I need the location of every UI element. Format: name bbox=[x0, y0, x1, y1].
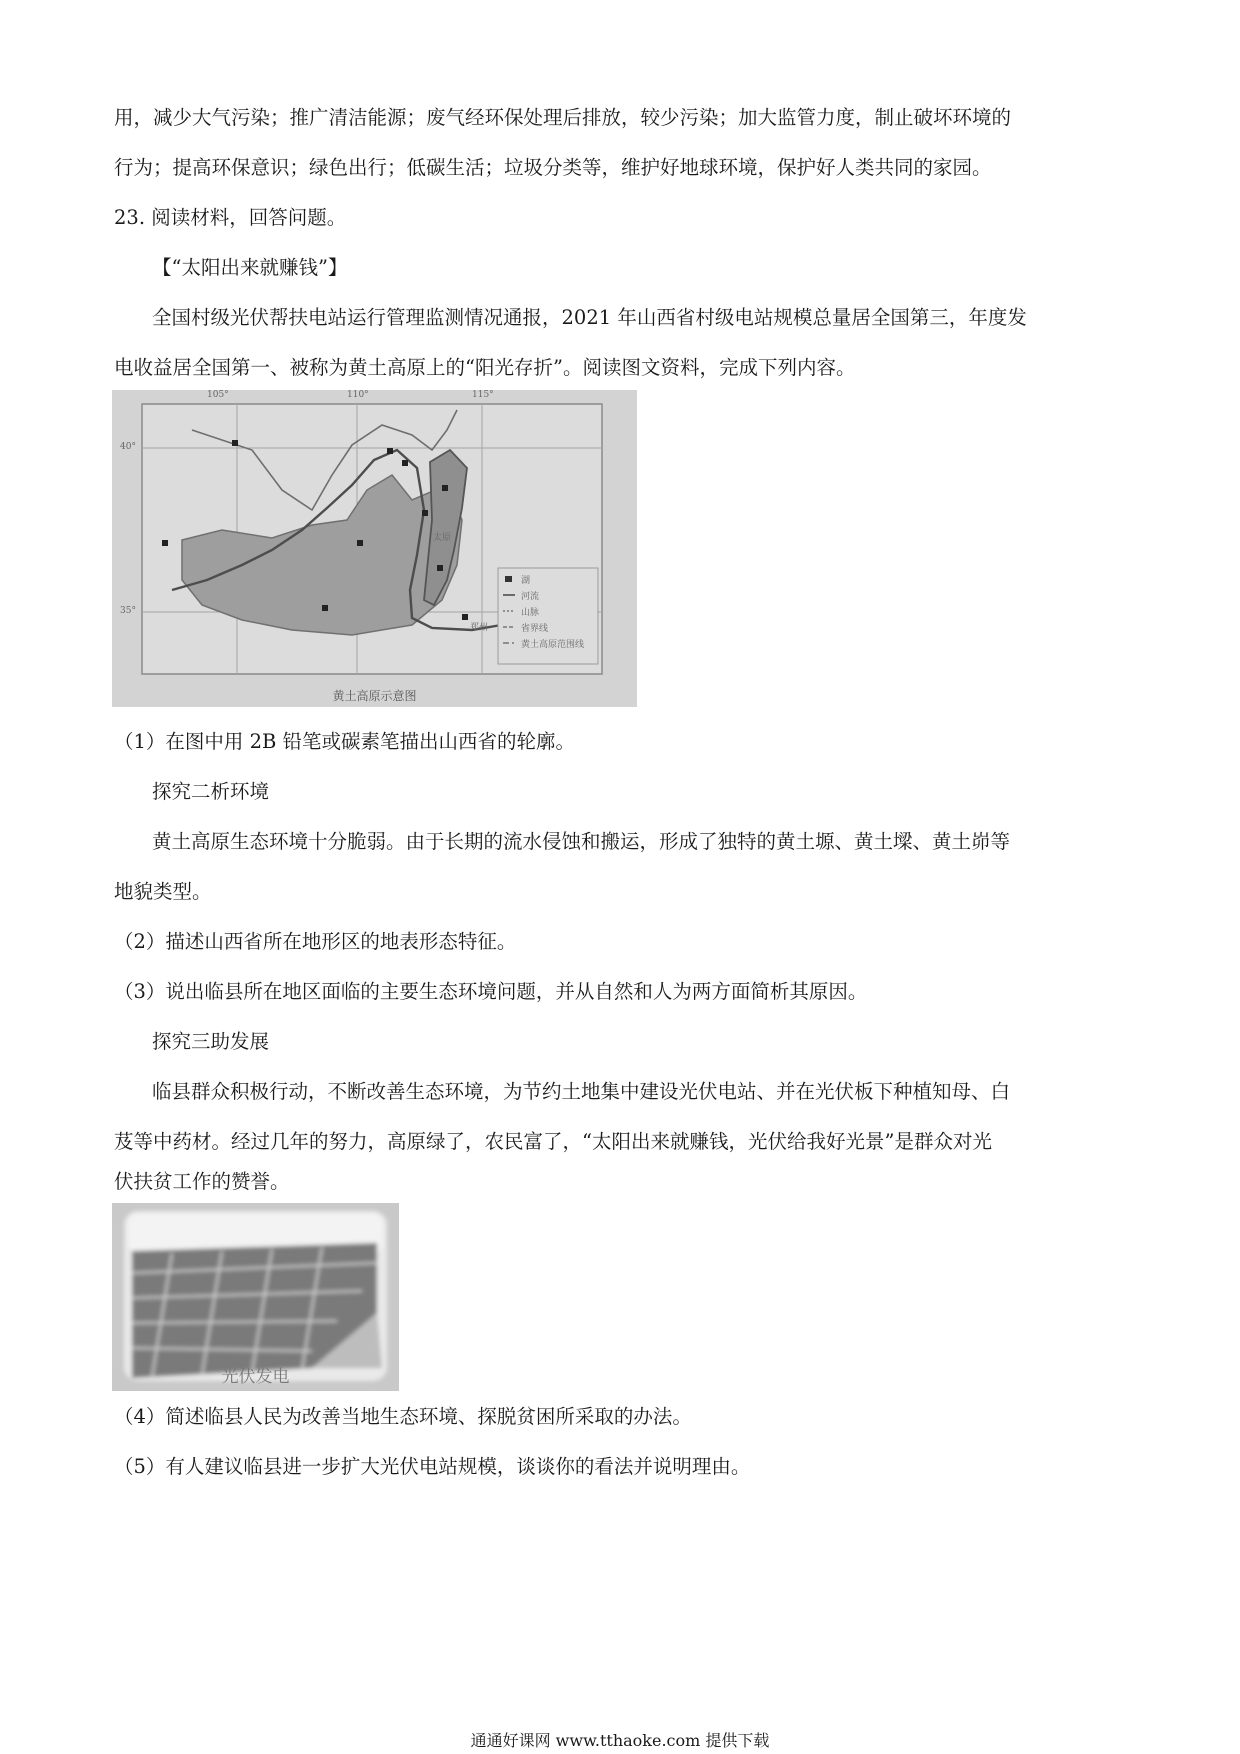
paragraph-linxian-3: 伏扶贫工作的赞誉。 bbox=[114, 1170, 290, 1193]
question-4: （4）简述临县人民为改善当地生态环境、探脱贫困所采取的办法。 bbox=[114, 1405, 692, 1428]
lon-label-115: 115° bbox=[472, 390, 494, 400]
legend-river: 河流 bbox=[521, 592, 540, 602]
legend-mountain: 山脉 bbox=[521, 608, 540, 618]
lon-label-105: 105° bbox=[207, 390, 229, 400]
map-caption: 黄土高原示意图 bbox=[332, 689, 417, 703]
question-5: （5）有人建议临县进一步扩大光伏电站规模，谈谈你的看法并说明理由。 bbox=[114, 1455, 751, 1478]
map-drawing bbox=[112, 390, 637, 707]
material-title: 【“太阳出来就赚钱”】 bbox=[152, 256, 348, 279]
paragraph-linxian-1: 临县群众积极行动，不断改善生态环境，为节约土地集中建设光伏电站、并在光伏板下种植知母、白 bbox=[152, 1080, 1011, 1103]
paragraph-line-6: 电收益居全国第一、被称为黄土高原上的“阳光存折”。阅读图文资料，完成下列内容。 bbox=[114, 356, 856, 379]
question-2: （2）描述山西省所在地形区的地表形态特征。 bbox=[114, 930, 517, 953]
lat-label-35: 35° bbox=[120, 606, 136, 616]
legend-plateau-boundary: 黄土高原范围线 bbox=[521, 640, 585, 650]
place-label-zhengzhou: 郑州 bbox=[470, 623, 489, 633]
lon-label-110: 110° bbox=[347, 390, 369, 400]
legend-province-border: 省界线 bbox=[521, 624, 549, 634]
section-explore-two: 探究二析环境 bbox=[152, 780, 270, 803]
legend-lake: 湖 bbox=[521, 576, 531, 586]
paragraph-linxian-2: 芨等中药材。经过几年的努力，高原绿了，农民富了，“太阳出来就赚钱，光伏给我好光景”是群众对光 bbox=[114, 1130, 992, 1153]
question-23-heading: 23. 阅读材料，回答问题。 bbox=[114, 206, 347, 229]
photo-caption: 光伏发电 bbox=[221, 1367, 290, 1387]
paragraph-line-1: 用，减少大气污染；推广清洁能源；废气经环保处理后排放，较少污染；加大监管力度，制止破坏环境的 bbox=[114, 106, 1012, 129]
question-3: （3）说出临县所在地区面临的主要生态环境问题，并从自然和人为两方面简析其原因。 bbox=[114, 980, 868, 1003]
paragraph-line-2: 行为；提高环保意识；绿色出行；低碳生活；垃圾分类等，维护好地球环境，保护好人类共同的家园。 bbox=[114, 156, 992, 179]
lat-label-40: 40° bbox=[120, 442, 136, 452]
place-label-taiyuan: 太原 bbox=[433, 533, 452, 543]
section-explore-three: 探究三助发展 bbox=[152, 1030, 270, 1053]
paragraph-line-5: 全国村级光伏帮扶电站运行管理监测情况通报，2021 年山西省村级电站规模总量居全国第三，年度发 bbox=[152, 306, 1027, 329]
paragraph-loess-1: 黄土高原生态环境十分脆弱。由于长期的流水侵蚀和搬运，形成了独特的黄土塬、黄土墚、黄土峁等 bbox=[152, 830, 1011, 853]
solar-photo bbox=[112, 1203, 399, 1391]
page-footer: 通通好课网 www.tthaoke.com 提供下载 bbox=[470, 1731, 770, 1750]
paragraph-loess-2: 地貌类型。 bbox=[114, 880, 212, 903]
question-1: （1）在图中用 2B 铅笔或碳素笔描出山西省的轮廓。 bbox=[114, 730, 576, 753]
loess-plateau-map bbox=[112, 390, 637, 707]
